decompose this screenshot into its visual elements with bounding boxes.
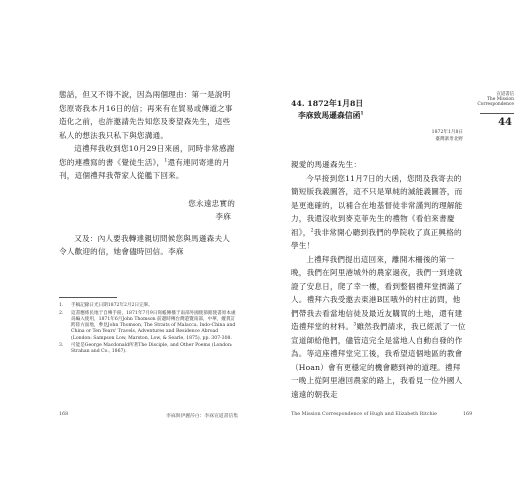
left-paragraph-text: 還有連同寄達的月刊，這個禮拜我帶家人從艦下回來。 [59, 157, 230, 180]
left-paragraph-text: 這禮拜我收到您10月29日來函，同時非常感謝您的連禮寫的書《覺徒生活》， [59, 144, 235, 167]
footnote-ref[interactable]: 1 [164, 157, 168, 163]
footnote-ref[interactable]: 1 [360, 111, 364, 117]
right-body [291, 158, 467, 401]
letter-title-line [291, 110, 461, 122]
date-line: 1872年1月8日 [431, 130, 463, 135]
sidebar-subtitle: Correspondence [477, 102, 514, 108]
footnotes [59, 303, 239, 357]
left-paragraph: 態話，但又不得不說，因為兩個理由：第一是說明您原寄我本月16日的信；再來有在貿易或傳道之事造化之前，也許邀請先告知您及麥望森先生，這些私人的想法我只私下與您溝通。 [59, 90, 233, 140]
footnote-item [59, 311, 239, 342]
footnote-number: 2. [59, 310, 64, 316]
letter-date [291, 129, 463, 143]
right-paragraph [291, 253, 467, 402]
letter-title-line: 44. 1872年1月8日 [291, 99, 364, 108]
footnote-ref[interactable]: 3 [353, 322, 357, 328]
sidebar-header [454, 92, 514, 108]
postscript: 又及：內人要我轉達親切問候您與馬遜森夫人令人歡迎的信，她會儘時回信。李庥 [59, 233, 231, 256]
right-paragraph [291, 172, 467, 253]
footnote-text: 手稿記錄日光日期1872年2月2日完畢。 [71, 303, 153, 308]
footnote-text: 這書應係民地于自傳手冊，1871年7月9日寫帳傳播于南部外國使節館使書原本處爲編入使用，1871年6月John Thomson 前邊時傳台灣遊覽南部，中華，縱貫訂跨陸方面地，參見John Thomson, The Straits of Malacca, Indo-China and China or Ten Years' Travels, Adventures and Residence Abroad (London: Sampson Low, Marston, Low, & Searle, 1875), pp. 307-308. [71, 310, 236, 341]
footnote-item [59, 303, 239, 309]
right-paragraph-text: 今早接到您11月7日的大函，您問及我寄去的簡短版我義圖答，這不只是單純的滅能義圖答，而是更進確的，以補合在地基督徒非常謹判的理解能力，我還沒收到麥克菲先生的禮物《看伯來書慶祖》， [291, 173, 463, 237]
running-footer: The Mission Correspondence of Hugh and Elizabeth Ritchie [291, 412, 437, 417]
running-footer: 李庥與伊麗莎白：李庥宣道書信集 [166, 414, 238, 419]
letter-closing: 您永遠忠實的 [188, 198, 235, 208]
right-paragraph-text: 我非常開心聽到我們的學院收了真正興格的學生！ [291, 227, 462, 250]
footnote-item [59, 343, 239, 355]
footnote-rule [59, 297, 117, 298]
spacer [59, 224, 235, 232]
page-number: 168 [59, 412, 69, 417]
salutation: 親愛的馬遜森先生： [291, 160, 362, 169]
sidebar-title: 宣道書信 [496, 92, 514, 97]
footnote-text: 可能是George Macdonald所著The Disciple, and Other Poems (London: Strahan and Co., 1867). [71, 343, 233, 355]
sidebar-rule [480, 113, 514, 114]
footnote-ref[interactable]: 2 [310, 227, 314, 233]
right-paragraph-text: 雖然我們請求，我已經派了一位宣道師給他們，儘管這完全是當地人自動自發的作為。等這座禮拜堂完工後，我希望這個地區的教會（Hoan）會有更穩定的機會聽到神的道理。禮拜一晚上從阿里港回農家的路上，我看見一位外國人遠遠的朝我走 [291, 322, 466, 399]
spacer [59, 183, 235, 197]
sidebar-page-number: 44 [498, 117, 512, 128]
footnote-number: 3. [59, 343, 64, 349]
right-page [260, 0, 520, 500]
letter-title [291, 98, 461, 122]
page-number: 169 [463, 412, 473, 417]
letter-title-text: 李庥致馬遜森信函 [298, 111, 361, 120]
right-paragraph-text: 上禮拜我們提出這回來，離開木柵後的第一晚，我們在阿里港城外的農家過夜，我們一到達就證了安息日，爬了幸一樓，看到整個禮拜堂擠滿了人。禮拜六我受邀去東港B匡哦外的村庄訪問，他們帶我去看當地信徒及最近友購買的土地，還有建造禮拜堂的材料。 [291, 254, 463, 331]
footnote-number: 1. [59, 303, 64, 308]
letter-signature: 李庥 [215, 212, 231, 221]
left-paragraph [59, 142, 235, 183]
sidebar-subtitle: The Mission [486, 97, 514, 103]
left-body [59, 88, 235, 259]
place-line: 臺灣寨卅北野 [435, 137, 463, 142]
